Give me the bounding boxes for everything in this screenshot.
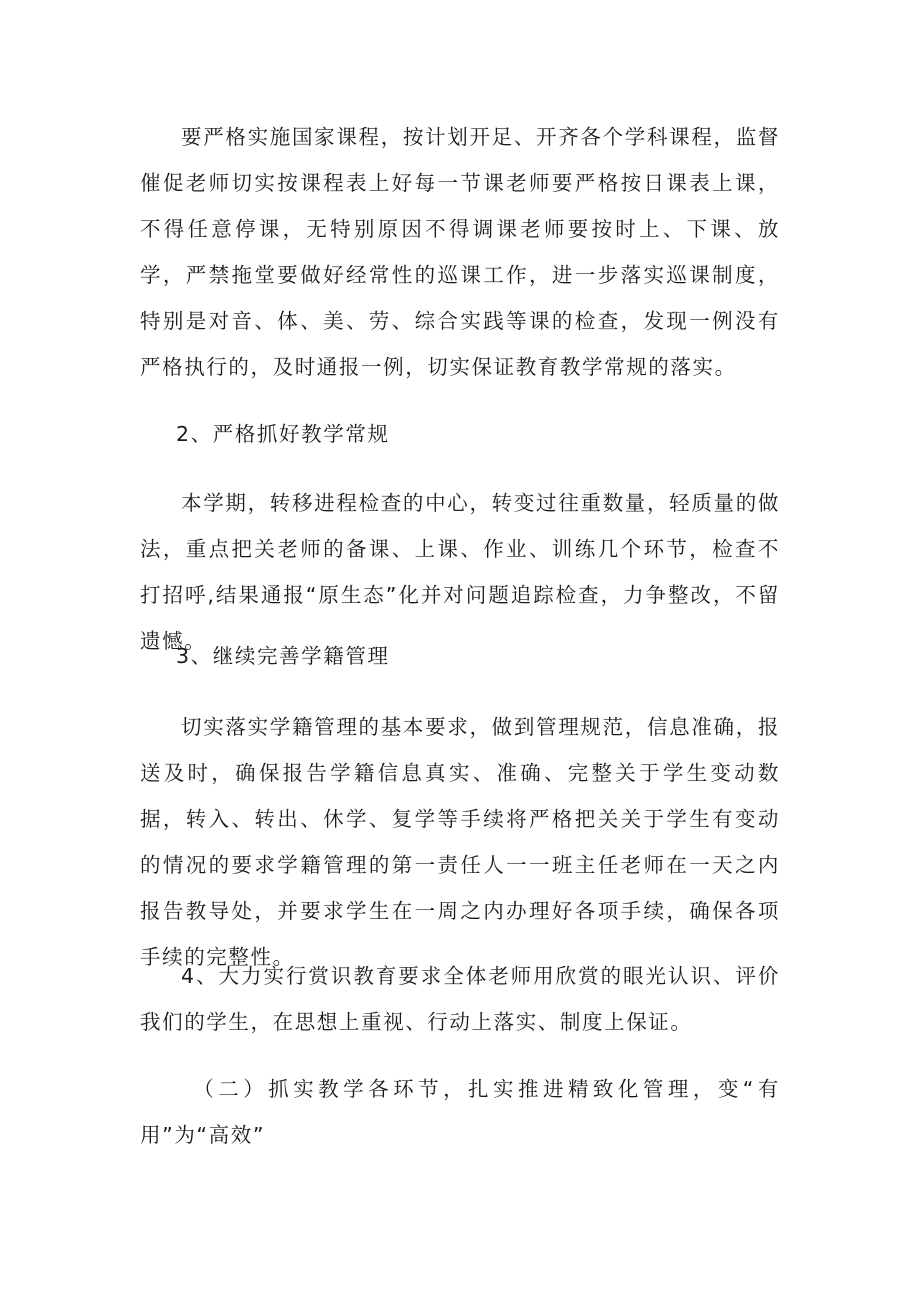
heading-student-records: 3、继续完善学籍管理 xyxy=(176,644,390,668)
paragraph-course-implementation: 要严格实施国家课程，按计划开足、开齐各个学科课程，监督催促老师切实按课程表上好每一节课老师要严格按日课表上课，不得任意停课，无特别原因不得调课老师要按时上、下课、放学，严禁拖堂要做好经常性的巡课工作，进一步落实巡课制度，特别是对音、体、美、劳、综合实践等课的检查，发现一例没有严格执行的，及时通报一例，切实保证教育教学常规的落实。 xyxy=(140,125,780,379)
paragraph-appreciation-education: 4、大力实行赏识教育要求全体老师用欣赏的眼光认识、评价我们的学生，在思想上重视、行动上落实、制度上保证。 xyxy=(140,964,780,1034)
paragraph-inspection-focus: 本学期，转移进程检查的中心，转变过往重数量，轻质量的做法，重点把关老师的备课、上课、作业、训练几个环节，检查不打招呼,结果通报“原生态”化并对问题追踪检查，力争整改，不留遗憾。 xyxy=(140,491,780,653)
section-heading-teaching-links: （二）抓实教学各环节，扎实推进精致化管理，变“有用”为“高效” xyxy=(140,1077,780,1147)
paragraph-records-management: 切实落实学籍管理的基本要求，做到管理规范，信息准确，报送及时，确保报告学籍信息真实、准确、完整关于学生变动数据，转入、转出、休学、复学等手续将严格把关关于学生有变动的情况的要求学籍管理的第一责任人一一班主任老师在一天之内报告教导处，并要求学生在一周之内办理好各项手续，确保各项手续的完整性。 xyxy=(140,715,780,969)
heading-teaching-routine: 2、严格抓好教学常规 xyxy=(176,422,390,446)
